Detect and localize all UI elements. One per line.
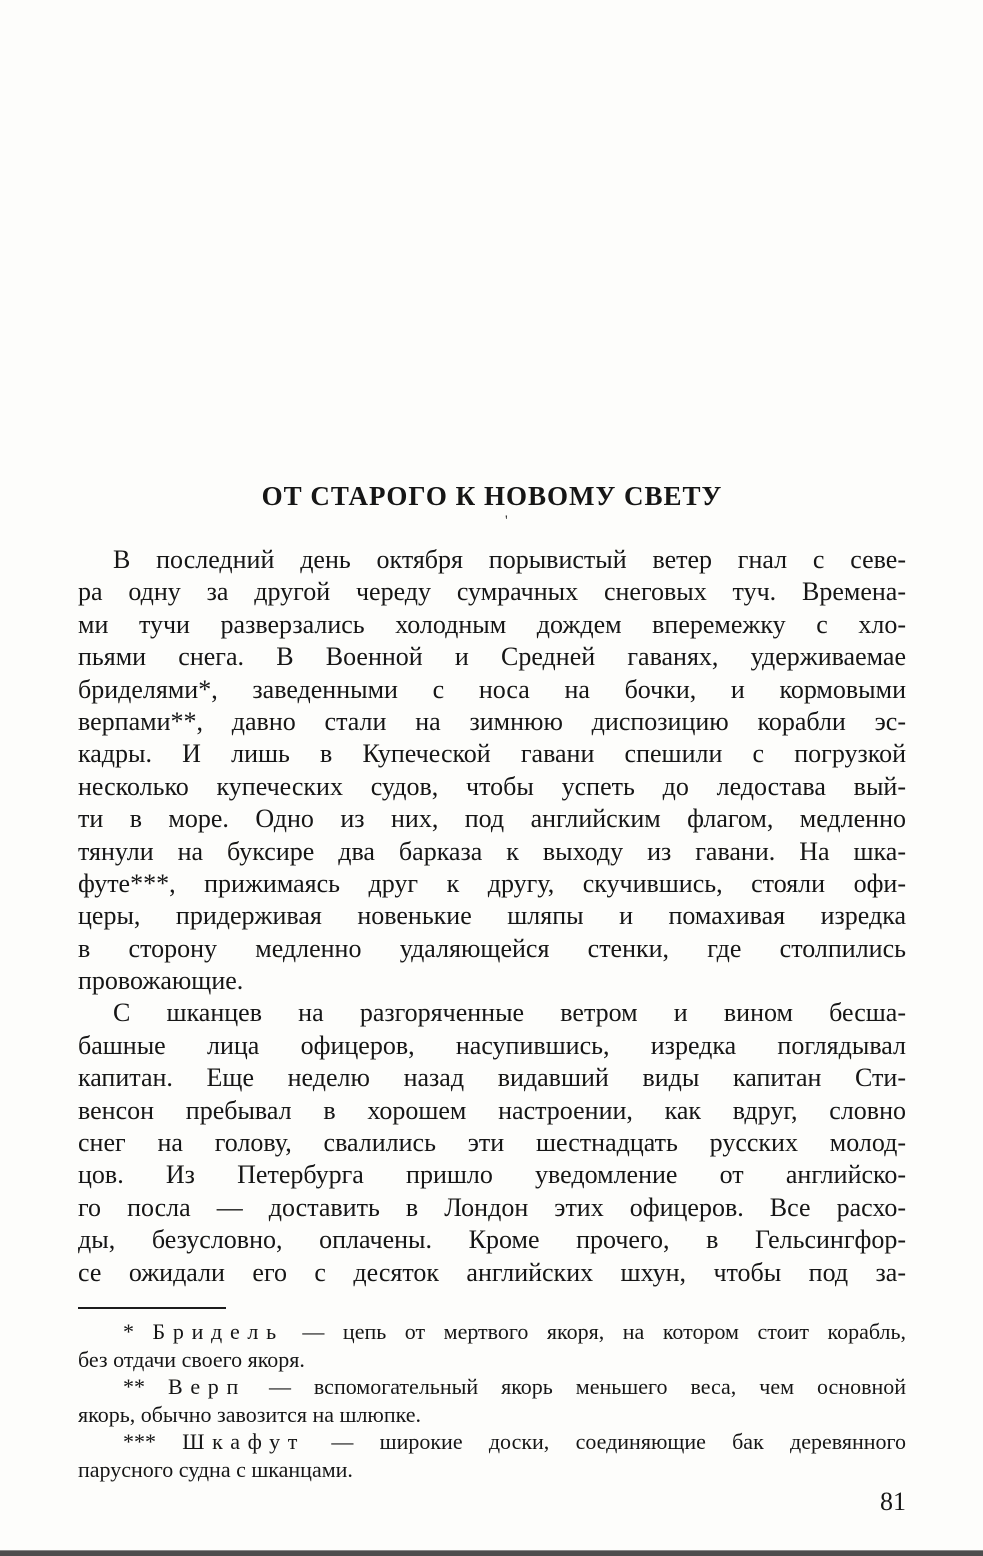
text-line: церы, придерживая новенькие шляпы и помахивая изредка bbox=[78, 901, 906, 931]
text-line: провожающие. bbox=[78, 966, 244, 996]
text-line: В последний день октября порывистый ветер гнал с севе- bbox=[113, 545, 906, 574]
footnote-line bbox=[78, 1318, 906, 1346]
scan-edge-bar bbox=[0, 1550, 983, 1556]
text-line: ра одну за другой череду сумрачных снеговых туч. Времена- bbox=[78, 577, 906, 607]
footnote-text: — цепь от мертвого якоря, на котором стоит корабль, bbox=[302, 1318, 907, 1344]
text-line: снег на голову, свалились эти шестнадцать русских молод- bbox=[78, 1128, 906, 1158]
text-line: ды, безусловно, оплачены. Кроме прочего, в Гельсингфор- bbox=[78, 1225, 906, 1255]
footnotes-section bbox=[78, 1307, 906, 1484]
text-line: верпами**, давно стали на зимнюю диспозицию корабли эс- bbox=[78, 706, 906, 736]
footnote-term: Верп bbox=[167, 1374, 246, 1400]
text-line: С шканцев на разгоряченные ветром и вином бесша- bbox=[113, 998, 906, 1028]
body-text bbox=[78, 544, 906, 1289]
footnote-text: — вспомогательный якорь меньшего веса, чем основной bbox=[268, 1374, 907, 1400]
text-line: ми тучи разверзались холодным дождем вперемежку с хло- bbox=[78, 609, 906, 639]
text-line: го посла — доставить в Лондон этих офицеров. Все расхо- bbox=[78, 1192, 906, 1222]
text-line: несколько купеческих судов, чтобы успеть до ледостава вый- bbox=[78, 771, 906, 801]
footnote-continuation: парусного судна с шканцами. bbox=[78, 1456, 353, 1482]
text-line: тянули на буксире два барказа к выходу из гавани. На шка- bbox=[78, 836, 906, 866]
page-number: 81 bbox=[880, 1487, 906, 1516]
footnote-term: Бридель bbox=[152, 1318, 284, 1344]
text-line: ти в море. Одно из них, под английским флагом, медленно bbox=[78, 804, 906, 834]
ink-speck: ' bbox=[505, 513, 508, 529]
footnote-term: Шкафут bbox=[182, 1429, 306, 1455]
text-line: цов. Из Петербурга пришло уведомление от английско- bbox=[78, 1160, 906, 1190]
footnote-line bbox=[78, 1373, 906, 1401]
footnote-line bbox=[78, 1428, 906, 1456]
text-line: в сторону медленно удаляющейся стенки, где столпились bbox=[78, 933, 906, 963]
text-line: башные лица офицеров, насупившись, изредка поглядывал bbox=[78, 1030, 906, 1060]
footnote-continuation: якорь, обычно завозится на шлюпке. bbox=[78, 1401, 422, 1427]
text-line: кадры. И лишь в Купеческой гавани спешили с погрузкой bbox=[78, 739, 906, 769]
footnote-marker: * bbox=[123, 1318, 134, 1344]
text-line: бриделями*, заведенными с носа на бочки, и кормовыми bbox=[78, 674, 906, 704]
footnote-marker: ** bbox=[123, 1374, 145, 1400]
text-line: пьями снега. В Военной и Средней гаванях, удерживаемае bbox=[78, 642, 906, 672]
footnote-marker: *** bbox=[123, 1429, 156, 1455]
text-block bbox=[78, 480, 906, 1484]
text-line: футе***, прижимаясь друг к другу, скучившись, стояли офи- bbox=[78, 868, 906, 898]
footnote-divider bbox=[78, 1307, 226, 1309]
footnote-continuation: без отдачи своего якоря. bbox=[78, 1346, 305, 1372]
footnote-text: — широкие доски, соединяющие бак деревянного bbox=[331, 1429, 906, 1455]
text-line: капитан. Еще неделю назад видавший виды капитан Сти- bbox=[78, 1063, 906, 1093]
text-line: се ожидали его с десяток английских шхун, чтобы под за- bbox=[78, 1257, 906, 1287]
chapter-title: ОТ СТАРОГО К НОВОМУ СВЕТУ bbox=[261, 481, 723, 511]
text-line: венсон пребывал в хорошем настроении, как вдруг, словно bbox=[78, 1095, 906, 1125]
